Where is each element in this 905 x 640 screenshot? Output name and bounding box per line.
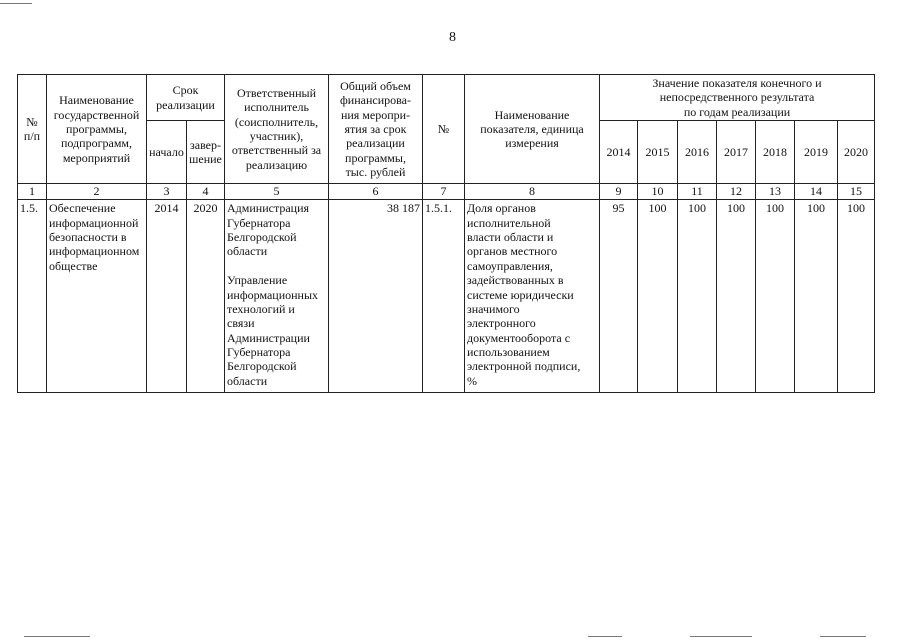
header-year: 2020 bbox=[838, 121, 875, 184]
header-year: 2014 bbox=[600, 121, 638, 184]
column-number: 1 bbox=[18, 184, 47, 200]
term-end: 2020 bbox=[187, 200, 225, 393]
column-number: 8 bbox=[465, 184, 600, 200]
page-number: 8 bbox=[449, 30, 456, 45]
header-term: Срок реализации bbox=[147, 75, 225, 121]
header-program-name: Наименование государственной программы, подпрограмм, мероприятий bbox=[47, 75, 147, 184]
column-number: 4 bbox=[187, 184, 225, 200]
funding-amount: 38 187 bbox=[329, 200, 423, 393]
column-number: 5 bbox=[225, 184, 329, 200]
indicator-number: 1.5.1. bbox=[423, 200, 465, 393]
header-funding: Общий объем финансирова- ния меропри- ятия за срок реализации программы, тыс. рублей bbox=[329, 75, 423, 184]
column-number: 6 bbox=[329, 184, 423, 200]
header-year: 2019 bbox=[795, 121, 838, 184]
column-number: 10 bbox=[638, 184, 678, 200]
bottom-edge-rule bbox=[690, 636, 752, 637]
header-indicator-name: Наименование показателя, единица измерения bbox=[465, 75, 600, 184]
program-table bbox=[17, 74, 875, 393]
column-number: 14 bbox=[795, 184, 838, 200]
header-year: 2018 bbox=[756, 121, 795, 184]
header-year: 2017 bbox=[717, 121, 756, 184]
value-2019: 100 bbox=[795, 200, 838, 393]
column-number: 2 bbox=[47, 184, 147, 200]
column-number: 3 bbox=[147, 184, 187, 200]
column-number: 12 bbox=[717, 184, 756, 200]
activity-name: Обеспечение информационной безопасности в информационном обществе bbox=[47, 200, 147, 393]
row-number: 1.5. bbox=[18, 200, 47, 393]
header-row-number: № п/п bbox=[18, 75, 47, 184]
indicator-name: Доля органов исполнительной власти области и органов местного самоуправления, задействованных в системе юридически значимого электронного документооборота с использованием электронной подписи, % bbox=[465, 200, 600, 393]
header-responsible: Ответственный исполнитель (соисполнитель, участник), ответственный за реализацию bbox=[225, 75, 329, 184]
top-edge-rule bbox=[0, 3, 32, 4]
header-year: 2015 bbox=[638, 121, 678, 184]
value-2017: 100 bbox=[717, 200, 756, 393]
value-2020: 100 bbox=[838, 200, 875, 393]
column-number: 9 bbox=[600, 184, 638, 200]
column-number: 7 bbox=[423, 184, 465, 200]
value-2018: 100 bbox=[756, 200, 795, 393]
responsible-executor: Администрация Губернатора Белгородской области Управление информационных технологий и связи Администрации Губернатора Белгородской области bbox=[225, 200, 329, 393]
column-number-row bbox=[18, 184, 875, 200]
value-2014: 95 bbox=[600, 200, 638, 393]
header-values-by-year: Значение показателя конечного и непосредственного результата по годам реализации bbox=[600, 75, 875, 121]
header-row-1 bbox=[18, 75, 875, 121]
header-term-start: начало bbox=[147, 121, 187, 184]
column-number: 13 bbox=[756, 184, 795, 200]
header-year: 2016 bbox=[678, 121, 717, 184]
header-indicator-number: № bbox=[423, 75, 465, 184]
term-start: 2014 bbox=[147, 200, 187, 393]
column-number: 11 bbox=[678, 184, 717, 200]
bottom-edge-rule bbox=[820, 636, 866, 637]
bottom-edge-rule bbox=[24, 636, 90, 637]
column-number: 15 bbox=[838, 184, 875, 200]
header-term-end: завер- шение bbox=[187, 121, 225, 184]
value-2016: 100 bbox=[678, 200, 717, 393]
value-2015: 100 bbox=[638, 200, 678, 393]
table-row bbox=[18, 200, 875, 393]
bottom-edge-rule bbox=[588, 636, 622, 637]
